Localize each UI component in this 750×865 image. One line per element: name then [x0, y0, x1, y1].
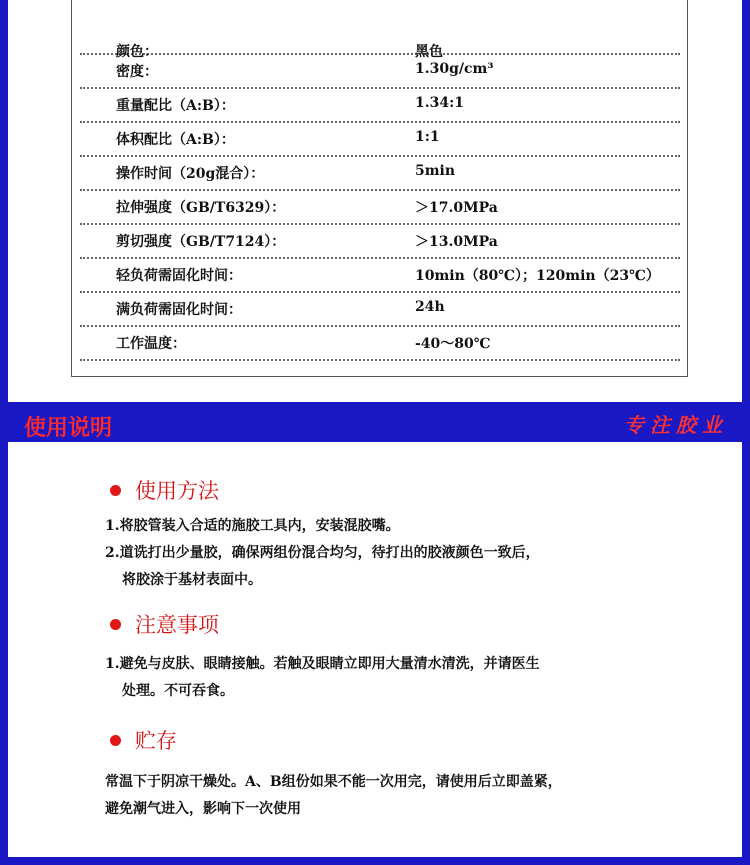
storage-heading-text: 贮存: [135, 729, 177, 753]
spec-value: -40～80℃: [415, 336, 491, 352]
spec-label: 剪切强度（GB/T7124）：: [116, 234, 286, 250]
spec-value: ＞17.0MPa: [415, 200, 498, 216]
spec-row: [80, 257, 680, 293]
spec-row: [80, 325, 680, 361]
usage-heading: [110, 475, 219, 505]
spec-label: 拉伸强度（GB/T6329）：: [116, 200, 286, 216]
spec-value: ＞13.0MPa: [415, 234, 498, 250]
notes-heading: [110, 609, 219, 639]
brand-slogan: 专注胶业: [624, 413, 728, 437]
banner-title: 使用说明: [24, 416, 113, 441]
spec-label: 满负荷需固化时间：: [116, 302, 242, 318]
notes-text: [105, 651, 540, 705]
spec-value: 黑色: [415, 44, 443, 60]
bullet-icon: [110, 485, 121, 496]
storage-heading: [110, 725, 177, 755]
spec-panel: [8, 0, 742, 402]
storage-line-2: 避免潮气进入，影响下一次使用: [105, 801, 301, 817]
usage-heading-text: 使用方法: [135, 479, 219, 503]
spec-row: [80, 155, 680, 191]
spec-label: 工作温度：: [116, 336, 186, 352]
spec-label: 颜色：: [116, 44, 158, 60]
spec-row: [80, 121, 680, 157]
notes-line-1: 1.避免与皮肤、眼睛接触。若触及眼睛立即用大量清水清洗，并请医生: [105, 656, 540, 672]
spec-value: 10min（80℃）；120min（23℃）: [415, 268, 660, 284]
spec-row: [80, 87, 680, 123]
usage-step-2: 2.道诜打出少量胶，确保两组份混合均匀，待打出的胶液颜色一致后，: [105, 545, 540, 561]
spec-label: 操作时间（20g混合）：: [116, 166, 265, 182]
usage-step-1: 1.将胶管装入合适的施胶工具内，安装混胶嘴。: [105, 518, 400, 534]
spec-value: 1.34:1: [415, 95, 465, 111]
spec-label: 密度：: [116, 64, 158, 80]
bullet-icon: [110, 619, 121, 630]
spec-value: 1.30g/cm³: [415, 61, 494, 77]
spec-row: [80, 291, 680, 327]
storage-text: [105, 769, 562, 823]
bullet-icon: [110, 735, 121, 746]
usage-step-2-cont: 将胶涂于基材表面中。: [122, 572, 262, 588]
spec-label: 轻负荷需固化时间：: [116, 268, 242, 284]
spec-value: 5min: [415, 163, 456, 179]
notes-heading-text: 注意事项: [135, 613, 219, 637]
spec-table: [71, 0, 688, 377]
storage-line-1: 常温下于阴凉干燥处。A、B组份如果不能一次用完，请使用后立即盖紧，: [105, 774, 562, 790]
usage-steps: [105, 513, 540, 594]
spec-label: 重量配比（A:B）：: [116, 98, 235, 114]
spec-row: [80, 53, 680, 89]
spec-value: 24h: [415, 299, 445, 315]
spec-row: [80, 189, 680, 225]
notes-line-1-cont: 处理。不可吞食。: [122, 683, 234, 699]
spec-label: 体积配比（A:B）：: [116, 132, 235, 148]
instructions-panel: [8, 442, 742, 857]
section-banner: [0, 404, 750, 442]
spec-row: [80, 19, 680, 60]
spec-row: [80, 223, 680, 259]
spec-value: 1:1: [415, 129, 440, 145]
